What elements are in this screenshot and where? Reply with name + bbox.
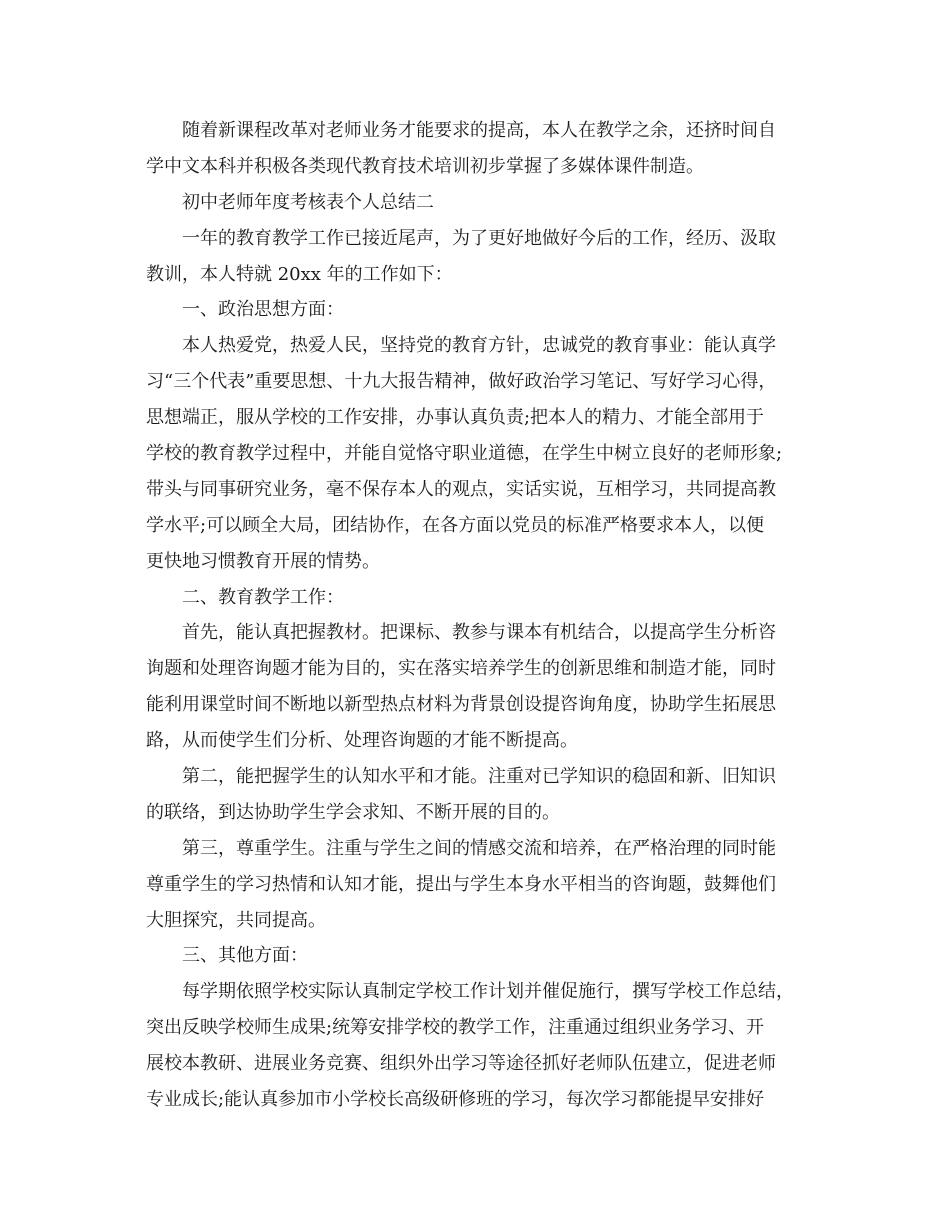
paragraph xyxy=(146,328,810,579)
text-line: 本人热爱党，热爱人民，坚持党的教育方针，忠诚党的教育事业：能认真学 xyxy=(182,335,776,357)
text-line: 学水平;可以顾全大局，团结协作，在各方面以党员的标准严格要求本人，以便 xyxy=(146,514,765,536)
text-line: 思想端正，服从学校的工作安排，办事认真负责;把本人的精力、才能全部用于 xyxy=(146,407,765,429)
text-line: 突出反映学校师生成果;统筹安排学校的教学工作，注重通过组织业务学习、开 xyxy=(146,1017,765,1039)
document-body xyxy=(146,113,810,1118)
text-line: 更快地习惯教育开展的情势。 xyxy=(146,550,380,572)
text-line: 大胆探究，共同提高。 xyxy=(146,909,326,931)
paragraph xyxy=(146,185,810,221)
paragraph xyxy=(146,221,810,293)
paragraph xyxy=(146,938,810,974)
text-line: 首先，能认真把握教材。把课标、教参与课本有机结合，以提高学生分析咨 xyxy=(182,622,776,644)
text-line: 能利用课堂时间不断地以新型热点材料为背景创设提咨询角度，协助学生拓展思 xyxy=(146,694,776,716)
text-line: 教训，本人特就 20xx 年的工作如下： xyxy=(146,263,453,285)
text-line: 初中老师年度考核表个人总结二 xyxy=(182,191,434,213)
paragraph xyxy=(146,831,810,939)
text-line: 路，从而使学生们分析、处理咨询题的才能不断提高。 xyxy=(146,730,578,752)
text-line: 每学期依照学校实际认真制定学校工作计划并催促施行，撰写学校工作总结， xyxy=(182,981,794,1003)
text-line: 一年的教育教学工作已接近尾声，为了更好地做好今后的工作，经历、汲取 xyxy=(182,227,776,249)
text-line: 带头与同事研究业务，毫不保存本人的观点，实话实说，互相学习，共同提高教 xyxy=(146,478,776,500)
text-line: 第三，尊重学生。注重与学生之间的情感交流和培养，在严格治理的同时能 xyxy=(182,837,776,859)
text-line: 三、其他方面： xyxy=(182,945,308,967)
paragraph xyxy=(146,292,810,328)
text-line: 学中文本科并积极各类现代教育技术培训初步掌握了多媒体课件制造。 xyxy=(146,155,704,177)
text-line: 第二，能把握学生的认知水平和才能。注重对已学知识的稳固和新、旧知识 xyxy=(182,766,776,788)
paragraph xyxy=(146,580,810,616)
text-line: 习“三个代表”重要思想、十九大报告精神，做好政治学习笔记、写好学习心得， xyxy=(146,371,777,393)
paragraph xyxy=(146,615,810,759)
text-line: 询题和处理咨询题才能为目的，实在落实培养学生的创新思维和制造才能，同时 xyxy=(146,658,776,680)
text-line: 展校本教研、进展业务竞赛、组织外出学习等途径抓好老师队伍建立，促进老师 xyxy=(146,1053,776,1075)
text-line: 一、政治思想方面： xyxy=(182,299,344,321)
text-line: 专业成长;能认真参加市小学校长高级研修班的学习，每次学习都能提早安排好 xyxy=(146,1089,765,1111)
text-line: 二、教育教学工作： xyxy=(182,586,344,608)
paragraph xyxy=(146,974,810,1118)
paragraph xyxy=(146,113,810,185)
text-line: 学校的教育教学过程中，并能自觉恪守职业道德，在学生中树立良好的老师形象; xyxy=(146,443,783,465)
text-line: 尊重学生的学习热情和认知才能，提出与学生本身水平相当的咨询题，鼓舞他们 xyxy=(146,873,776,895)
text-line: 随着新课程改革对老师业务才能要求的提高，本人在教学之余，还挤时间自 xyxy=(182,120,776,141)
text-line: 的联络，到达协助学生学会求知、不断开展的目的。 xyxy=(146,801,560,823)
paragraph xyxy=(146,759,810,831)
